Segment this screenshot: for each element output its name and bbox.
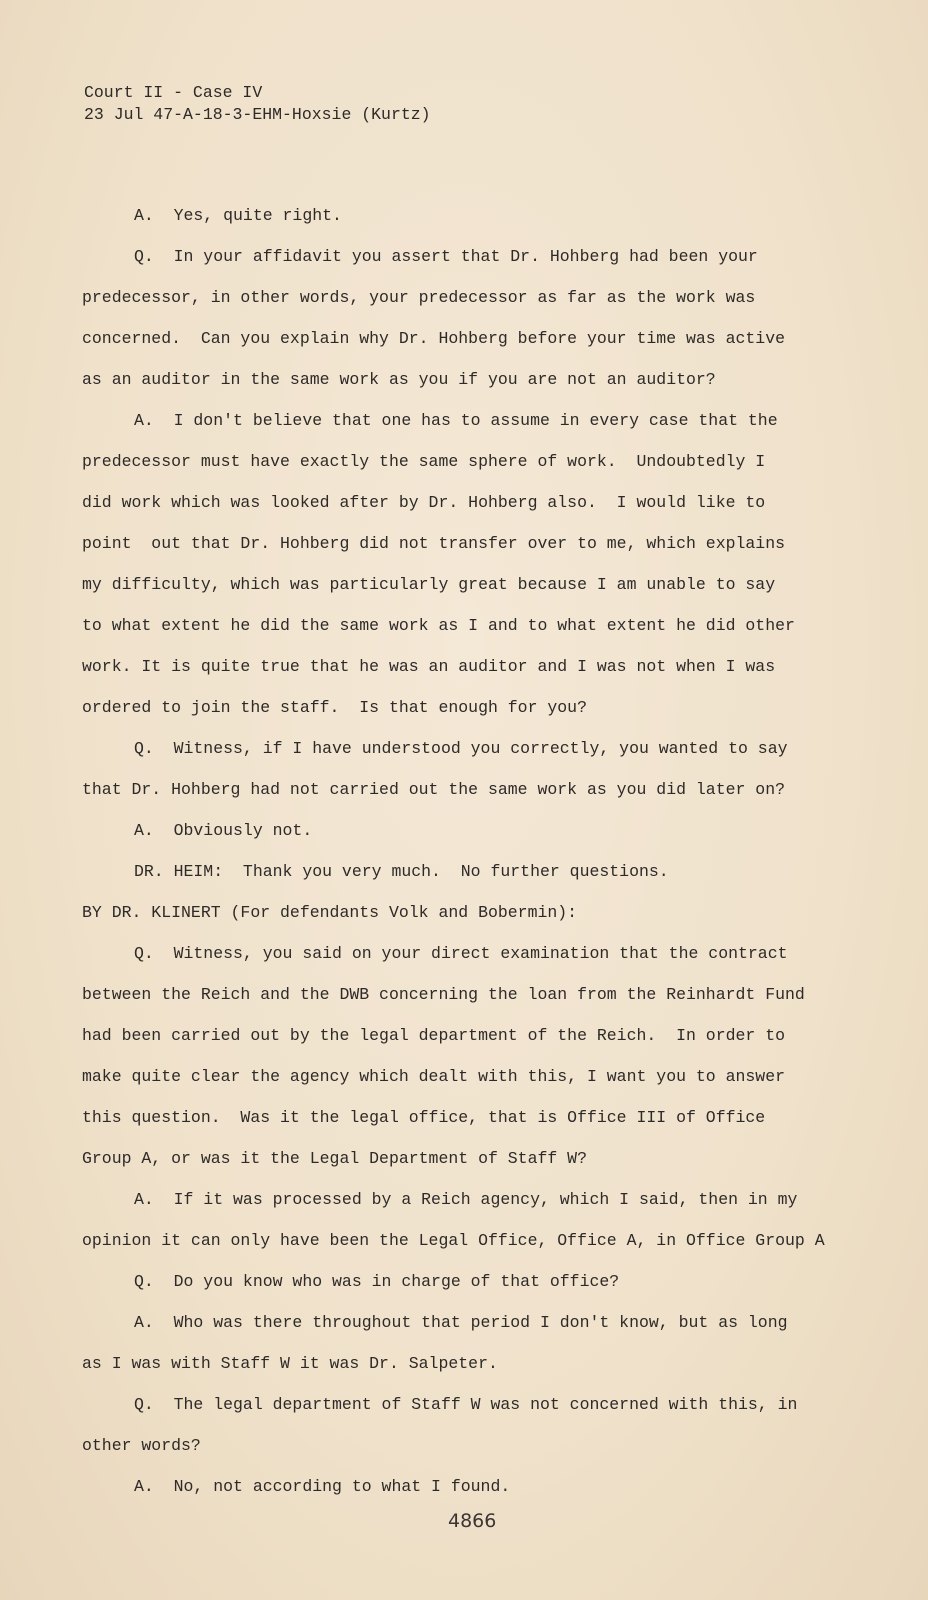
transcript-line: A. Who was there throughout that period I don't know, but as long [134,1313,788,1332]
transcript-line: predecessor must have exactly the same sphere of work. Undoubtedly I [82,452,766,471]
transcript-line: A. No, not according to what I found. [134,1477,511,1496]
transcript-line: ordered to join the staff. Is that enough for you? [82,698,587,717]
transcript-line: had been carried out by the legal department of the Reich. In order to [82,1026,786,1045]
transcript-line: Group A, or was it the Legal Department of Staff W? [82,1149,587,1168]
transcript-line: this question. Was it the legal office, that is Office III of Office [82,1108,766,1127]
transcript-line: Q. The legal department of Staff W was not concerned with this, in [134,1395,798,1414]
transcript-line: A. I don't believe that one has to assume in every case that the [134,411,778,430]
transcript-line: concerned. Can you explain why Dr. Hohberg before your time was active [82,329,786,348]
case-header [84,82,431,126]
transcript-line: Q. Witness, if I have understood you correctly, you wanted to say [134,739,788,758]
transcript-line: to what extent he did the same work as I and to what extent he did other [82,616,795,635]
transcript-line: my difficulty, which was particularly great because I am unable to say [82,575,776,594]
transcript-line: Q. Witness, you said on your direct examination that the contract [134,944,788,963]
transcript-line: A. Obviously not. [134,821,313,840]
transcript-line: that Dr. Hohberg had not carried out the same work as you did later on? [82,780,786,799]
transcript-line: A. If it was processed by a Reich agency, which I said, then in my [134,1190,798,1209]
transcript-line: predecessor, in other words, your predecessor as far as the work was [82,288,756,307]
transcript-line: Q. In your affidavit you assert that Dr. Hohberg had been your [134,247,758,266]
transcript-line: did work which was looked after by Dr. Hohberg also. I would like to [82,493,766,512]
case-header-reference: 23 Jul 47-A-18-3-EHM-Hoxsie (Kurtz) [84,105,431,124]
transcript-line: A. Yes, quite right. [134,206,342,225]
case-header-court: Court II - Case IV [84,83,263,102]
transcript-line: point out that Dr. Hohberg did not transfer over to me, which explains [82,534,786,553]
page-number: 4866 [448,1510,497,1532]
transcript-line: other words? [82,1436,201,1455]
transcript-line: between the Reich and the DWB concerning the loan from the Reinhardt Fund [82,985,805,1004]
transcript-line: opinion it can only have been the Legal Office, Office A, in Office Group A [82,1231,825,1250]
transcript-line: make quite clear the agency which dealt with this, I want you to answer [82,1067,786,1086]
transcript-line: BY DR. KLINERT (For defendants Volk and Bobermin): [82,903,578,922]
transcript-line: as I was with Staff W it was Dr. Salpeter. [82,1354,498,1373]
transcript-line: DR. HEIM: Thank you very much. No further questions. [134,862,669,881]
transcript-line: as an auditor in the same work as you if you are not an auditor? [82,370,716,389]
transcript-body [82,202,872,1514]
transcript-line: Q. Do you know who was in charge of that office? [134,1272,620,1291]
transcript-line: work. It is quite true that he was an auditor and I was not when I was [82,657,776,676]
